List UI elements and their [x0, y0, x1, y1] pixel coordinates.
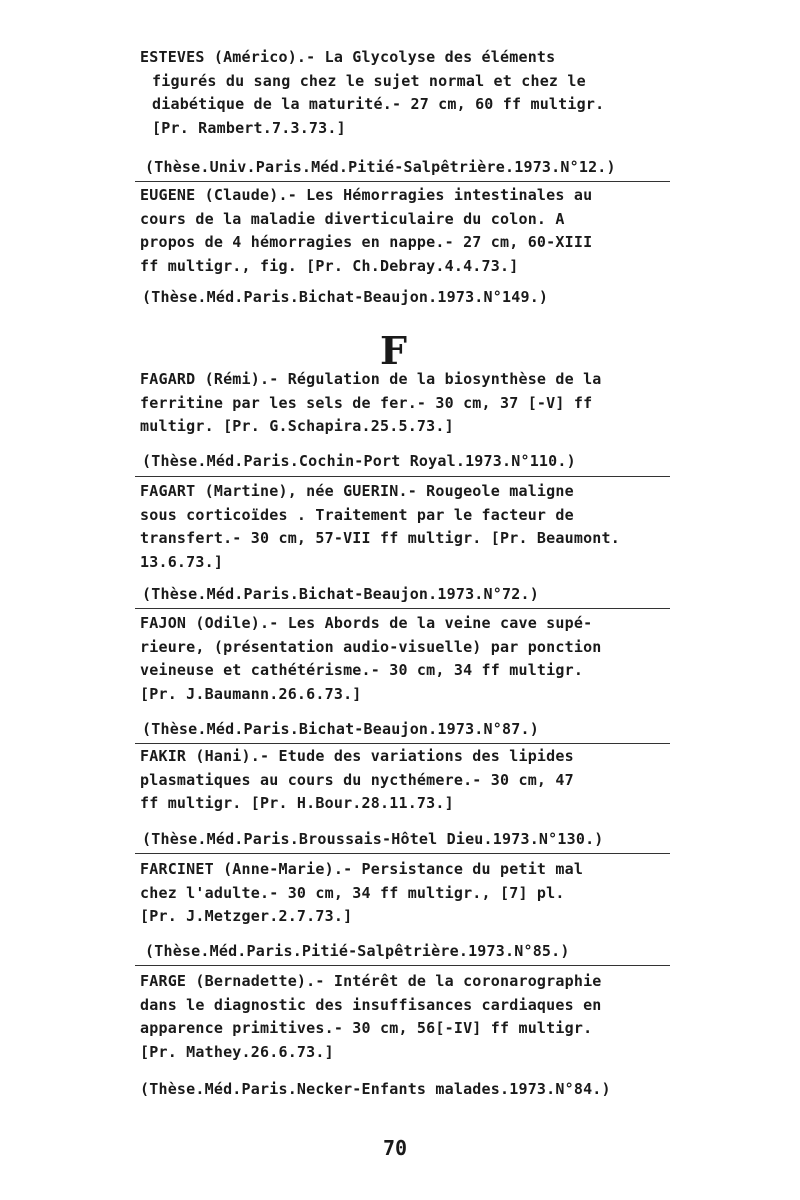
thesis-source: (Thèse.Méd.Paris.Necker-Enfants malades.1973.N°84.): [140, 1080, 611, 1098]
entry-line: propos de 4 hémorragies en nappe.- 27 cm, 60-XIII: [140, 233, 593, 251]
bibliography-entry: [140, 612, 660, 706]
entry-line: multigr. [Pr. G.Schapira.25.5.73.]: [140, 417, 454, 435]
entry-line: cours de la maladie diverticulaire du colon. A: [140, 209, 565, 228]
thesis-source: (Thèse.Méd.Paris.Cochin-Port Royal.1973.N°110.): [142, 452, 576, 470]
entry-line: transfert.- 30 cm, 57-VII ff multigr. [Pr. Beaumont.: [140, 529, 620, 547]
page-number: 70: [383, 1136, 408, 1160]
entry-line: veineuse et cathétérisme.- 30 cm, 34 ff multigr.: [140, 661, 584, 679]
entry-line: rieure, (présentation audio-visuelle) par ponction: [140, 637, 602, 656]
entry-line: FARGE (Bernadette).- Intérêt de la coronarographie: [140, 972, 602, 990]
entry-line: FAJON (Odile).- Les Abords de la veine cave supé-: [140, 614, 593, 632]
bibliography-entry: [140, 480, 660, 574]
entry-line: [Pr. Rambert.7.3.73.]: [152, 118, 346, 137]
separator-rule: [135, 181, 670, 182]
entry-line: apparence primitives.- 30 cm, 56[-IV] ff multigr.: [140, 1019, 593, 1037]
separator-rule: [135, 476, 670, 477]
bibliography-entry: [140, 46, 660, 140]
separator-rule: [135, 965, 670, 966]
entry-line: EUGENE (Claude).- Les Hémorragies intestinales au: [140, 186, 593, 204]
section-letter: F: [380, 328, 407, 373]
entry-line: ff multigr., fig. [Pr. Ch.Debray.4.4.73.]: [140, 256, 519, 275]
entry-line: plasmatiques au cours du nycthémere.- 30 cm, 47: [140, 770, 574, 789]
thesis-source: (Thèse.Méd.Paris.Bichat-Beaujon.1973.N°149.): [142, 288, 549, 306]
entry-line: diabétique de la maturité.- 27 cm, 60 ff multigr.: [152, 95, 605, 113]
thesis-source: (Thèse.Méd.Paris.Bichat-Beaujon.1973.N°72.): [142, 585, 539, 603]
separator-rule: [135, 743, 670, 744]
entry-line: FAKIR (Hani).- Etude des variations des lipides: [140, 747, 574, 765]
separator-rule: [135, 608, 670, 609]
entry-line: 13.6.73.]: [140, 552, 224, 571]
bibliography-entry: [140, 745, 660, 816]
bibliography-entry: [140, 858, 660, 929]
entry-line: chez l'adulte.- 30 cm, 34 ff multigr., [7] pl.: [140, 883, 565, 902]
thesis-source: (Thèse.Méd.Paris.Bichat-Beaujon.1973.N°87.): [142, 720, 539, 738]
entry-line: sous corticoïdes . Traitement par le facteur de: [140, 505, 574, 524]
entry-line: dans le diagnostic des insuffisances cardiaques en: [140, 995, 602, 1014]
thesis-source: (Thèse.Univ.Paris.Méd.Pitié-Salpêtrière.1973.N°12.): [145, 158, 616, 176]
entry-line: ferritine par les sels de fer.- 30 cm, 37 [-V] ff: [140, 393, 593, 412]
entry-line: [Pr. J.Metzger.2.7.73.]: [140, 907, 353, 925]
entry-line: [Pr. Mathey.26.6.73.]: [140, 1042, 334, 1061]
thesis-source: (Thèse.Méd.Paris.Pitié-Salpêtrière.1973.N°85.): [145, 942, 570, 960]
entry-line: ff multigr. [Pr. H.Bour.28.11.73.]: [140, 794, 454, 812]
entry-line: FAGARD (Rémi).- Régulation de la biosynthèse de la: [140, 370, 602, 388]
entry-line: ESTEVES (Américo).- La Glycolyse des éléments: [140, 48, 556, 66]
bibliography-entry: [140, 970, 660, 1064]
entry-line: FARCINET (Anne-Marie).- Persistance du petit mal: [140, 860, 584, 878]
entry-line: figurés du sang chez le sujet normal et chez le: [152, 71, 586, 90]
entry-line: [Pr. J.Baumann.26.6.73.]: [140, 684, 362, 703]
thesis-source: (Thèse.Méd.Paris.Broussais-Hôtel Dieu.1973.N°130.): [142, 830, 604, 848]
separator-rule: [135, 853, 670, 854]
entry-line: FAGART (Martine), née GUERIN.- Rougeole maligne: [140, 482, 574, 500]
bibliography-entry: [140, 184, 660, 278]
bibliography-entry: [140, 368, 660, 439]
